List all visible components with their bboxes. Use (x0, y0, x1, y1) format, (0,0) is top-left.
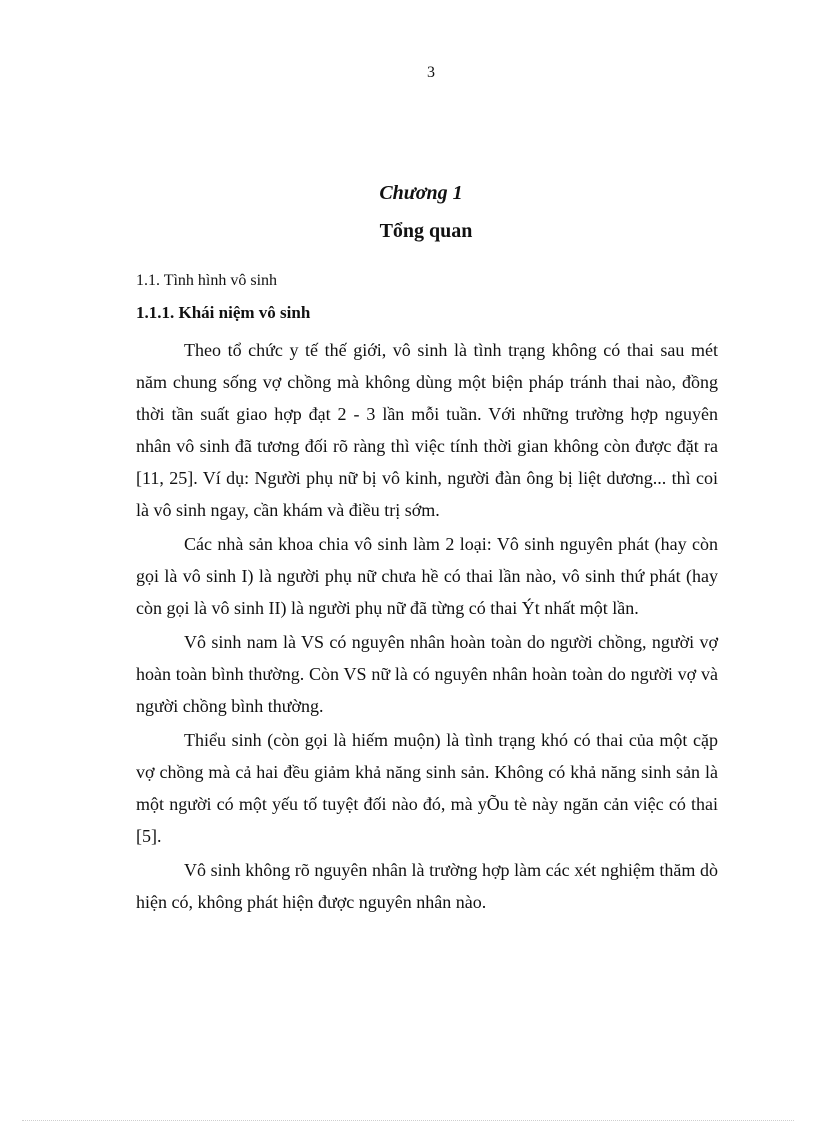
section-heading: 1.1. Tình hình vô sinh (136, 272, 278, 289)
paragraph-subfertility: Thiểu sinh (còn gọi là hiếm muộn) là tình trạng khó có thai của một cặp vợ chồng mà cả hai đều giảm khả năng sinh sản. Không có khả năng sinh sản là một người có một yếu tố tuyệt đối nào đó, mà yÕu tè này ngăn cản việc có thai [5]. (136, 730, 718, 846)
paragraph-classification: Các nhà sản khoa chia vô sinh làm 2 loại: Vô sinh nguyên phát (hay còn gọi là vô sinh I) là người phụ nữ chưa hề có thai lần nào, vô sinh thứ phát (hay còn gọi là vô sinh II) là người phụ nữ đã từng có thai Ýt nhất một lần. (136, 534, 718, 618)
chapter-label: Chương 1 (379, 182, 463, 204)
paragraph-unexplained-infertility: Vô sinh không rõ nguyên nhân là trường hợp làm các xét nghiệm thăm dò hiện có, không phát hiện được nguyên nhân nào. (136, 860, 718, 912)
body-text (136, 334, 718, 918)
chapter-title: Tổng quan (379, 220, 473, 242)
paragraph-definition: Theo tổ chức y tế thế giới, vô sinh là tình trạng không có thai sau mét năm chung sống vợ chồng mà không dùng một biện pháp tránh thai nào, đồng thời tần suất giao hợp đạt 2 - 3 lần mỗi tuần. Với những trường hợp nguyên nhân vô sinh đã tương đối rõ ràng thì việc tính thời gian không còn được đặt ra [11, 25]. Ví dụ: Người phụ nữ bị vô kinh, người đàn ông bị liệt dương... thì coi là vô sinh ngay, cần khám và điều trị sớm. (136, 340, 718, 520)
subsection-heading: 1.1.1. Khái niệm vô sinh (136, 303, 311, 322)
page-number: 3 (427, 64, 435, 81)
page-bottom-divider (22, 1120, 794, 1121)
paragraph-male-female-infertility: Vô sinh nam là VS có nguyên nhân hoàn toàn do người chồng, người vợ hoàn toàn bình thường. Còn VS nữ là có nguyên nhân hoàn toàn do người vợ và người chồng bình thường. (136, 632, 718, 716)
